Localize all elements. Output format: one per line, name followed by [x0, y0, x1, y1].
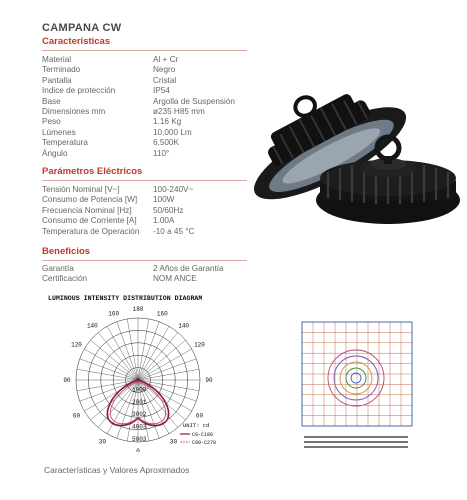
spec-value: 6,500K — [153, 138, 179, 148]
polar-unit: UNIT: cd — [183, 422, 210, 429]
product-title: CAMPANA CW — [42, 22, 122, 34]
polar-angle-label: 160 — [108, 310, 120, 318]
spec-label: Terminado — [42, 65, 81, 75]
spec-label: Consumo de Potencia [W] — [42, 195, 138, 205]
section-beneficios: Beneficios — [42, 246, 91, 257]
spec-value: 2 Años de Garantía — [153, 264, 224, 273]
spec-label: Base — [42, 96, 61, 106]
spec-value: Negro — [153, 65, 176, 75]
spec-label: Temperatura de Operación — [42, 226, 140, 236]
polar-angle-label: 0 — [136, 448, 140, 452]
section-parametros: Parámetros Eléctricos — [42, 166, 143, 177]
polar-angle-label: 60 — [72, 412, 81, 420]
spec-value: 1.16 Kg — [153, 117, 182, 127]
section-rule — [42, 180, 247, 181]
spec-value: ø235 H85 mm — [153, 107, 205, 116]
polar-angle-label: 30 — [169, 438, 178, 446]
legend-c0-c180: C0-C180 — [192, 432, 214, 438]
spec-value: NOM ANCE — [153, 274, 197, 284]
polar-radial-label: 5003 — [132, 436, 147, 443]
polar-angle-label: 140 — [86, 322, 98, 330]
spec-value: Al + Cr — [153, 55, 179, 64]
spec-label: Dimensiones mm — [42, 107, 106, 116]
spec-label: Peso — [42, 117, 61, 127]
section-rule — [42, 50, 247, 51]
polar-radial-labels — [132, 386, 147, 443]
spec-value: 100W — [153, 195, 175, 205]
spec-value: 100-240V~ — [153, 185, 194, 194]
product-photo — [228, 60, 463, 230]
spec-label: Consumo de Corriente [A] — [42, 216, 137, 226]
polar-diagram — [40, 290, 230, 452]
spec-label: Frecuencia Nominal [Hz] — [42, 205, 132, 215]
polar-angle-label: 30 — [98, 438, 107, 446]
polar-radial-label: 3002 — [132, 411, 147, 419]
polar-radial-label: 1000 — [132, 386, 147, 394]
spec-label: Garantía — [42, 264, 74, 273]
spec-label: Material — [42, 55, 72, 64]
polar-angle-label: 120 — [71, 341, 82, 349]
spec-label: Temperatura — [42, 138, 88, 148]
polar-angle-label: 180 — [132, 306, 144, 313]
polar-angle-label: 60 — [195, 412, 204, 420]
polar-angle-label: 140 — [178, 322, 190, 330]
spec-label: Pantalla — [42, 75, 72, 85]
spec-value: 110° — [153, 148, 170, 158]
legend-c90-c270: C90-C270 — [192, 440, 217, 446]
spec-label: Ángulo — [42, 148, 68, 158]
spec-label: Indice de protección — [42, 86, 116, 96]
polar-angle-label: 160 — [156, 310, 168, 318]
polar-title: LUMINOUS INTENSITY DISTRIBUTION DIAGRAM — [48, 295, 203, 302]
illuminance-diagram — [288, 316, 420, 454]
spec-value: Cristal — [153, 75, 177, 85]
spec-label: Certificación — [42, 274, 88, 284]
footer-note: Características y Valores Aproximados — [44, 465, 190, 475]
polar-angle-label: 90 — [205, 377, 213, 384]
spec-value: 50/60Hz — [153, 205, 184, 215]
spec-value: 1.00A — [153, 216, 175, 226]
section-caracteristicas: Características — [42, 36, 111, 47]
section-rule — [42, 260, 247, 261]
polar-angle-label: 120 — [194, 341, 205, 349]
polar-angle-label: 90 — [63, 377, 71, 384]
spec-label: Lúmenes — [42, 127, 76, 137]
polar-radial-label: 4003 — [132, 423, 147, 431]
spec-value: Argolla de Suspensión — [153, 96, 235, 106]
spec-value: IP54 — [153, 86, 170, 96]
spec-label: Tensión Nominal [V~] — [42, 185, 120, 194]
spec-value: 10,000 Lm — [153, 127, 192, 137]
polar-radial-label: 2001 — [132, 398, 147, 406]
spec-value: -10 a 45 °C — [153, 226, 195, 236]
